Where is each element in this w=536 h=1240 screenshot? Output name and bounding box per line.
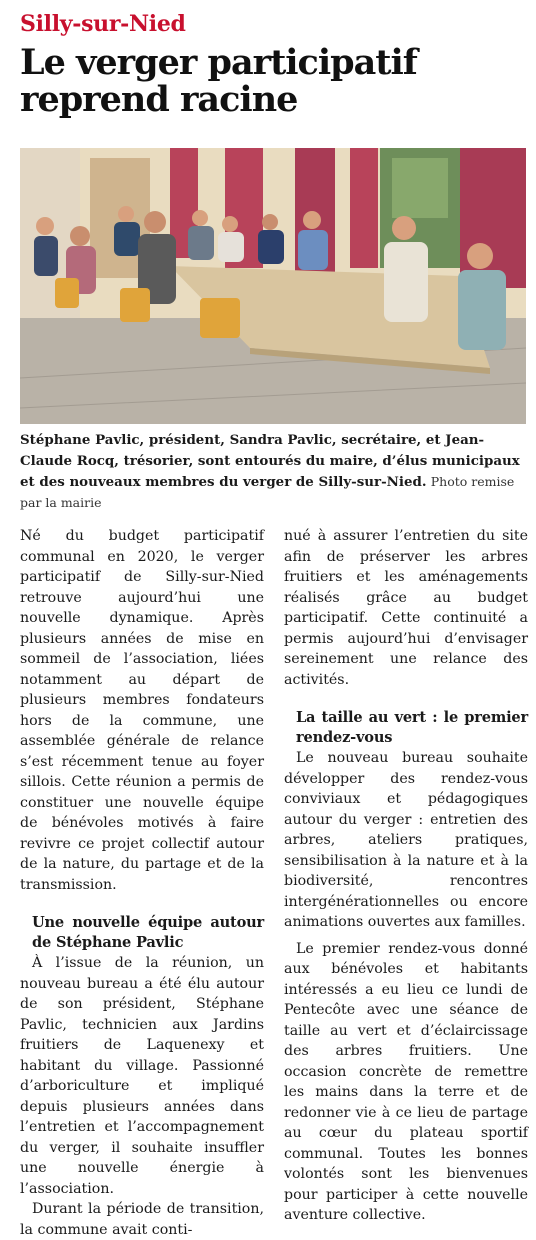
article-headline: Le verger participatif reprend racine xyxy=(20,42,417,120)
article-kicker: Silly-sur-Nied xyxy=(20,11,186,37)
section2-paragraph-2: Le premier rendez-vous donné aux bénévoles et habitants intéressés a eu lieu ce lundi de Pentecôte avec une séance de taille au vert et d’éclaircissage des arbres fruitiers. Une occasion concrète de remettre les mains dans la terre et de redonner vie à ce lieu de partage au cœur du plateau sportif communal. Toutes les bonnes volontés sont les bienvenues pour participer à cette nouvelle aventure collective. xyxy=(284,940,528,1223)
photo-credit: Photo remise par la mairie xyxy=(20,474,515,510)
article-intro: Né du budget participatif communal en 2020, le verger participatif de Silly-sur-Nied retrouve aujourd’hui une nouvelle dynamique. Après plusieurs années de mise en sommeil de l’association, liées notamment au départ de plusieurs membres fondateurs hors de la commune, une assemblée générale de relance s’est récemment tenue au foyer sillois. Cette réunion a permis de constituer une nouvelle équipe de bénévoles motivés à faire revivre ce projet collectif autour de la nature, du partage et de la transmission. xyxy=(20,528,264,893)
photo-caption xyxy=(20,430,526,514)
section1-paragraph-2a: Durant la période de transition, la commune avait conti- xyxy=(20,1201,264,1238)
article-photo xyxy=(20,148,526,424)
spacer xyxy=(284,690,528,708)
article-column-left xyxy=(20,526,264,1240)
article-column-right xyxy=(284,526,528,1226)
section1-paragraph-1: À l’issue de la réunion, un nouveau bureau a été élu autour de son président, Stéphane Pavlic, technicien aux Jardins fruitiers de Laquenexy et habitant du village. Passionné d’arboriculture et impliqué depuis plusieurs années dans l’entretien et l’accompagnement du verger, il souhaite insuffler une nouvelle énergie à l’association. xyxy=(20,955,264,1197)
section1-paragraph-2b: nué à assurer l’entretien du site afin de préserver les arbres fruitiers et les aménagements réalisés grâce au budget participatif. Cette continuité a permis aujourd’hui d’envisager sereinement une relance des activités. xyxy=(284,528,528,688)
subheading-taille-au-vert: La taille au vert : le premier rendez-vous xyxy=(296,709,528,746)
subheading-nouvelle-equipe: Une nouvelle équipe autour de Stéphane Pavlic xyxy=(32,914,264,951)
spacer xyxy=(20,895,264,913)
section2-paragraph-1: Le nouveau bureau souhaite développer des rendez-vous conviviaux et pédagogiques autour du verger : entretien des arbres, ateliers pratiques, sensibilisation à la nature et à la biodiversité, rencontres intergénérationnelles ou encore animations ouvertes aux familles. xyxy=(284,750,528,930)
group-photo-illustration xyxy=(20,148,526,424)
caption-text: Stéphane Pavlic, président, Sandra Pavlic, secrétaire, et Jean-Claude Rocq, trésorier, sont entourés du maire, d’élus municipaux et des nouveaux membres du verger de Silly-sur-Nied. xyxy=(20,432,520,490)
